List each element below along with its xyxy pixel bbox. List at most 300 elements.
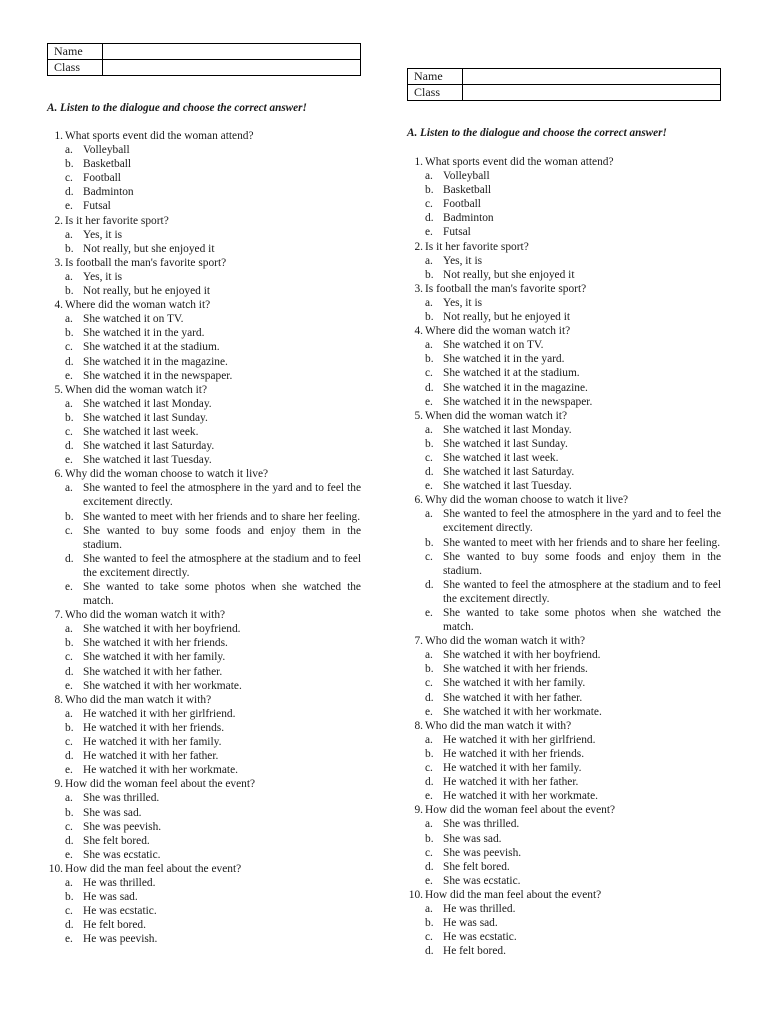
option-letter: b. (425, 184, 434, 197)
option-text: He watched it with her girlfriend. (83, 707, 236, 720)
option-letter: b. (65, 637, 74, 650)
section-heading: A. Listen to the dialogue and choose the correct answer! (47, 102, 307, 114)
answer-option[interactable] (407, 381, 721, 395)
question-number: 9. (414, 804, 423, 817)
option-letter: e. (425, 874, 433, 887)
answer-option[interactable] (407, 930, 721, 944)
answer-option[interactable] (407, 536, 721, 550)
question-number: 5. (54, 383, 63, 396)
option-letter: a. (425, 818, 433, 831)
section-heading: A. Listen to the dialogue and choose the correct answer! (407, 127, 667, 139)
answer-option[interactable] (47, 876, 361, 890)
question (407, 155, 721, 169)
answer-option[interactable] (47, 312, 361, 326)
answer-option[interactable] (407, 691, 721, 705)
question (407, 719, 721, 733)
option-letter: c. (425, 677, 433, 690)
option-letter: c. (65, 172, 73, 185)
option-text: Basketball (83, 158, 132, 171)
option-text: He felt bored. (443, 945, 506, 958)
option-text: She watched it in the newspaper. (443, 395, 593, 408)
option-letter: d. (425, 945, 434, 958)
option-text: Not really, but she enjoyed it (443, 268, 575, 281)
option-text: She watched it with her boyfriend. (443, 649, 601, 662)
answer-option[interactable] (47, 622, 361, 636)
question-number: 10. (48, 862, 63, 875)
answer-option[interactable] (47, 848, 361, 862)
student-info-table (407, 68, 721, 101)
question-text: When did the woman watch it? (65, 383, 208, 396)
option-letter: b. (65, 411, 74, 424)
option-letter: e. (65, 200, 73, 213)
answer-option[interactable] (47, 636, 361, 650)
answer-option[interactable] (47, 834, 361, 848)
answer-option[interactable] (407, 832, 721, 846)
answer-option[interactable] (407, 789, 721, 803)
answer-option[interactable] (47, 735, 361, 749)
option-letter: d. (65, 919, 74, 932)
option-text: Badminton (443, 212, 494, 225)
option-letter: b. (65, 327, 74, 340)
option-letter: a. (65, 876, 73, 889)
question (407, 634, 721, 648)
answer-option[interactable] (407, 352, 721, 366)
answer-option[interactable] (47, 580, 361, 608)
answer-option[interactable] (407, 916, 721, 930)
answer-option[interactable] (47, 524, 361, 552)
question (407, 240, 721, 254)
option-letter: a. (65, 270, 73, 283)
option-letter: a. (425, 649, 433, 662)
option-letter: e. (65, 679, 73, 692)
answer-option[interactable] (47, 721, 361, 735)
option-text: He was sad. (443, 917, 498, 930)
option-letter: b. (425, 832, 434, 845)
answer-option[interactable] (47, 791, 361, 805)
question-number: 4. (414, 325, 423, 338)
answer-option[interactable] (407, 268, 721, 282)
option-letter: c. (65, 736, 73, 749)
option-text: She watched it with her family. (443, 677, 586, 690)
option-letter: d. (65, 552, 74, 565)
option-text: He was ecstatic. (83, 905, 157, 918)
option-text: She was ecstatic. (83, 848, 161, 861)
answer-option[interactable] (407, 578, 721, 606)
question-number: 6. (54, 468, 63, 481)
question-number: 8. (414, 719, 423, 732)
question-text: How did the woman feel about the event? (65, 778, 256, 791)
option-letter: a. (425, 508, 433, 521)
answer-option[interactable] (407, 465, 721, 479)
option-letter: a. (425, 170, 433, 183)
question-text: How did the woman feel about the event? (425, 804, 616, 817)
answer-option[interactable] (47, 397, 361, 411)
option-text: He was peevish. (83, 933, 158, 946)
option-letter: d. (425, 466, 434, 479)
option-text: She watched it with her workmate. (443, 705, 602, 718)
option-text: Yes, it is (83, 270, 123, 283)
option-text: She watched it with her family. (83, 651, 226, 664)
option-letter: c. (425, 198, 433, 211)
option-text: She wanted to buy some foods and enjoy them in the stadium. (443, 550, 721, 577)
option-text: She watched it with her boyfriend. (83, 623, 241, 636)
option-text: He was thrilled. (443, 902, 516, 915)
option-text: She watched it with her father. (83, 665, 223, 678)
option-text: She watched it last Tuesday. (443, 480, 572, 493)
question-number: 10. (408, 888, 423, 901)
question-text: Where did the woman watch it? (65, 299, 211, 312)
option-text: He was sad. (83, 891, 138, 904)
option-letter: b. (65, 891, 74, 904)
option-letter: a. (65, 313, 73, 326)
option-text: He watched it with her girlfriend. (443, 733, 596, 746)
answer-option[interactable] (47, 453, 361, 467)
answer-option[interactable] (407, 874, 721, 888)
option-letter: d. (425, 381, 434, 394)
answer-option[interactable] (47, 340, 361, 354)
answer-option[interactable] (407, 451, 721, 465)
option-letter: a. (65, 228, 73, 241)
question-number: 6. (414, 494, 423, 507)
option-letter: b. (425, 536, 434, 549)
answer-option[interactable] (407, 944, 721, 958)
answer-option[interactable] (47, 481, 361, 509)
class-label: Class (48, 60, 103, 76)
option-letter: a. (65, 707, 73, 720)
answer-option[interactable] (47, 918, 361, 932)
question-number: 7. (54, 609, 63, 622)
class-field[interactable] (463, 85, 721, 101)
option-letter: d. (425, 691, 434, 704)
answer-option[interactable] (407, 860, 721, 874)
option-text: She watched it last Sunday. (443, 437, 568, 450)
answer-option[interactable] (47, 650, 361, 664)
answer-option[interactable] (407, 902, 721, 916)
option-text: She wanted to buy some foods and enjoy them in the stadium. (83, 524, 361, 551)
option-letter: a. (65, 144, 73, 157)
option-text: She watched it last Monday. (443, 423, 572, 436)
question-number: 3. (414, 282, 423, 295)
answer-option[interactable] (47, 284, 361, 298)
question (47, 777, 361, 791)
option-letter: c. (65, 905, 73, 918)
option-text: Not really, but she enjoyed it (83, 242, 215, 255)
option-letter: c. (425, 550, 433, 563)
answer-option[interactable] (407, 733, 721, 747)
option-letter: b. (425, 917, 434, 930)
answer-option[interactable] (47, 326, 361, 340)
option-text: She watched it in the magazine. (83, 355, 228, 368)
option-text: She wanted to feel the atmosphere in the yard and to feel the excitement directly. (83, 482, 361, 509)
answer-option[interactable] (407, 338, 721, 352)
class-field[interactable] (103, 60, 361, 76)
option-text: Basketball (443, 184, 492, 197)
answer-option[interactable] (47, 552, 361, 580)
name-field[interactable] (463, 69, 721, 85)
option-text: She watched it last Saturday. (443, 466, 575, 479)
option-text: Volleyball (443, 170, 490, 183)
question-number: 2. (414, 240, 423, 253)
option-text: He watched it with her family. (83, 736, 222, 749)
option-letter: d. (65, 834, 74, 847)
question-number: 8. (54, 693, 63, 706)
option-letter: c. (425, 931, 433, 944)
option-letter: c. (65, 651, 73, 664)
worksheet-right (407, 68, 721, 958)
answer-option[interactable] (47, 228, 361, 242)
option-letter: c. (65, 524, 73, 537)
option-letter: a. (65, 397, 73, 410)
answer-option[interactable] (47, 199, 361, 213)
answer-option[interactable] (47, 171, 361, 185)
question-text: Where did the woman watch it? (425, 325, 571, 338)
answer-option[interactable] (407, 310, 721, 324)
question-number: 5. (414, 409, 423, 422)
option-text: She wanted to feel the atmosphere in the yard and to feel the excitement directly. (443, 508, 721, 535)
answer-option[interactable] (407, 662, 721, 676)
option-letter: b. (65, 721, 74, 734)
answer-option[interactable] (407, 437, 721, 451)
answer-option[interactable] (407, 606, 721, 634)
answer-option[interactable] (407, 225, 721, 239)
question-text: How did the man feel about the event? (65, 862, 242, 875)
question (407, 324, 721, 338)
option-text: She watched it with her father. (443, 691, 583, 704)
question-number: 7. (414, 635, 423, 648)
option-text: She watched it on TV. (83, 313, 184, 326)
answer-option[interactable] (47, 904, 361, 918)
option-text: Not really, but he enjoyed it (443, 311, 571, 324)
question-text: What sports event did the woman attend? (65, 130, 254, 142)
option-letter: a. (65, 482, 73, 495)
option-letter: b. (425, 268, 434, 281)
question (47, 214, 361, 228)
answer-option[interactable] (47, 890, 361, 904)
answer-option[interactable] (407, 761, 721, 775)
option-letter: a. (425, 254, 433, 267)
answer-option[interactable] (47, 820, 361, 834)
answer-option[interactable] (407, 366, 721, 380)
option-text: He watched it with her family. (443, 762, 582, 775)
option-letter: a. (65, 623, 73, 636)
question-text: Who did the woman watch it with? (65, 609, 226, 622)
question-text: Is football the man's favorite sport? (65, 256, 227, 269)
answer-option[interactable] (407, 775, 721, 789)
option-text: She watched it last week. (83, 425, 199, 438)
option-letter: b. (425, 353, 434, 366)
class-label: Class (408, 85, 463, 101)
option-letter: e. (425, 480, 433, 493)
answer-option[interactable] (47, 143, 361, 157)
answer-option[interactable] (407, 423, 721, 437)
option-text: Futsal (443, 226, 471, 239)
option-text: Futsal (83, 200, 111, 213)
option-text: She felt bored. (443, 860, 510, 873)
option-text: She watched it last Saturday. (83, 440, 215, 453)
answer-option[interactable] (47, 242, 361, 256)
option-text: She was peevish. (83, 820, 162, 833)
option-text: She watched it in the yard. (83, 327, 205, 340)
answer-option[interactable] (47, 439, 361, 453)
question-text: Is it her favorite sport? (65, 214, 169, 227)
question-list (407, 155, 721, 958)
answer-option[interactable] (47, 665, 361, 679)
option-letter: a. (65, 792, 73, 805)
answer-option[interactable] (47, 157, 361, 171)
option-text: Volleyball (83, 144, 130, 157)
option-letter: a. (425, 423, 433, 436)
question-text: Is football the man's favorite sport? (425, 282, 587, 295)
question-number: 4. (54, 299, 63, 312)
option-text: She watched it last Sunday. (83, 411, 208, 424)
option-letter: b. (425, 311, 434, 324)
option-letter: c. (425, 451, 433, 464)
question-text: Is it her favorite sport? (425, 240, 529, 253)
option-letter: e. (65, 581, 73, 593)
question (407, 409, 721, 423)
answer-option[interactable] (407, 846, 721, 860)
option-text: She wanted to feel the atmosphere at the stadium and to feel the excitement directly. (443, 578, 721, 605)
option-letter: e. (65, 848, 73, 861)
option-text: She wanted to take some photos when she watched the match. (443, 607, 721, 634)
option-letter: b. (65, 158, 74, 171)
question (47, 693, 361, 707)
question (407, 282, 721, 296)
answer-option[interactable] (47, 932, 361, 946)
option-letter: e. (425, 790, 433, 803)
option-text: She watched it in the newspaper. (83, 369, 233, 382)
option-text: She watched it at the stadium. (83, 341, 220, 354)
option-text: He watched it with her friends. (443, 747, 585, 760)
option-text: She watched it in the magazine. (443, 381, 588, 394)
option-text: Yes, it is (443, 296, 483, 309)
option-letter: e. (65, 764, 73, 777)
option-text: She watched it last Monday. (83, 397, 212, 410)
option-letter: b. (65, 242, 74, 255)
answer-option[interactable] (407, 479, 721, 493)
answer-option[interactable] (47, 679, 361, 693)
option-letter: c. (425, 367, 433, 380)
answer-option[interactable] (47, 369, 361, 383)
option-text: Yes, it is (83, 228, 123, 241)
option-text: He watched it with her friends. (83, 721, 225, 734)
option-text: She watched it last week. (443, 451, 559, 464)
option-text: She watched it last Tuesday. (83, 454, 212, 467)
answer-option[interactable] (407, 254, 721, 268)
answer-option[interactable] (47, 806, 361, 820)
question (47, 608, 361, 622)
option-letter: a. (425, 902, 433, 915)
option-text: He watched it with her father. (83, 750, 219, 763)
option-text: He was thrilled. (83, 876, 156, 889)
option-text: Not really, but he enjoyed it (83, 285, 211, 298)
option-letter: c. (65, 820, 73, 833)
question (47, 862, 361, 876)
option-text: Football (443, 198, 481, 211)
option-text: She wanted to take some photos when she watched the match. (83, 581, 361, 608)
worksheet-left (47, 43, 361, 946)
option-text: She was thrilled. (443, 818, 520, 831)
option-text: He was ecstatic. (443, 931, 517, 944)
option-text: She was peevish. (443, 846, 522, 859)
answer-option[interactable] (407, 550, 721, 578)
option-letter: b. (65, 285, 74, 298)
option-text: She watched it with her friends. (83, 637, 228, 650)
option-text: She was thrilled. (83, 792, 160, 805)
answer-option[interactable] (407, 676, 721, 690)
option-letter: d. (65, 440, 74, 453)
option-letter: b. (425, 437, 434, 450)
answer-option[interactable] (407, 211, 721, 225)
answer-option[interactable] (47, 749, 361, 763)
question-text: Why did the woman choose to watch it live? (65, 468, 269, 481)
question-text: What sports event did the woman attend? (425, 156, 614, 168)
option-text: She watched it on TV. (443, 339, 544, 352)
option-letter: e. (425, 395, 433, 408)
question (47, 129, 361, 143)
question-list (47, 129, 361, 946)
option-text: She watched it with her friends. (443, 663, 588, 676)
answer-option[interactable] (47, 355, 361, 369)
answer-option[interactable] (47, 425, 361, 439)
option-letter: e. (425, 705, 433, 718)
question-text: Who did the man watch it with? (65, 693, 212, 706)
answer-option[interactable] (407, 169, 721, 183)
option-text: She wanted to feel the atmosphere at the stadium and to feel the excitement directly. (83, 552, 361, 579)
option-text: She wanted to meet with her friends and to share her feeling. (83, 510, 361, 523)
option-letter: c. (425, 762, 433, 775)
option-text: She was sad. (443, 832, 502, 845)
answer-option[interactable] (407, 817, 721, 831)
option-letter: d. (65, 665, 74, 678)
option-letter: b. (65, 806, 74, 819)
answer-option[interactable] (47, 763, 361, 777)
answer-option[interactable] (407, 747, 721, 761)
option-letter: d. (65, 750, 74, 763)
question-number: 2. (54, 214, 63, 227)
answer-option[interactable] (407, 648, 721, 662)
answer-option[interactable] (47, 185, 361, 199)
option-text: She was sad. (83, 806, 142, 819)
question-text: When did the woman watch it? (425, 409, 568, 422)
option-text: He watched it with her workmate. (83, 764, 238, 777)
option-letter: d. (425, 776, 434, 789)
option-letter: c. (425, 846, 433, 859)
option-letter: e. (65, 454, 73, 467)
answer-option[interactable] (47, 707, 361, 721)
answer-option[interactable] (407, 395, 721, 409)
option-letter: d. (65, 186, 74, 199)
option-text: He watched it with her father. (443, 776, 579, 789)
answer-option[interactable] (407, 296, 721, 310)
option-letter: e. (65, 369, 73, 382)
answer-option[interactable] (407, 183, 721, 197)
answer-option[interactable] (407, 197, 721, 211)
name-field[interactable] (103, 44, 361, 60)
answer-option[interactable] (47, 411, 361, 425)
question-text: Why did the woman choose to watch it live? (425, 494, 629, 507)
answer-option[interactable] (47, 510, 361, 524)
option-text: She felt bored. (83, 834, 150, 847)
option-text: She watched it in the yard. (443, 353, 565, 366)
question (407, 888, 721, 902)
option-letter: b. (65, 510, 74, 523)
answer-option[interactable] (407, 507, 721, 535)
answer-option[interactable] (407, 705, 721, 719)
option-letter: e. (65, 933, 73, 946)
question-number: 1. (414, 156, 423, 168)
answer-option[interactable] (47, 270, 361, 284)
